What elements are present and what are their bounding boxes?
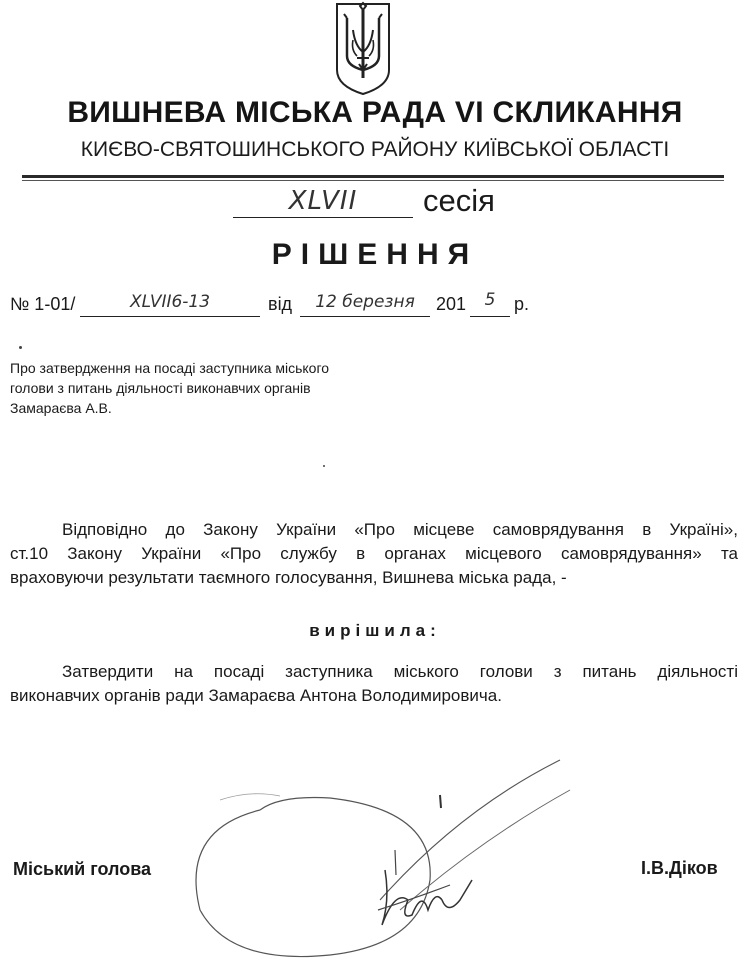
decision-number-prefix: № 1-01/ [10, 294, 76, 314]
header-rule-thick [22, 175, 724, 178]
session-underline [233, 217, 413, 218]
decision-title: РІШЕННЯ [271, 238, 479, 271]
resolution-line: виконавчих органів ради Замараєва Антона Володимировича. [10, 686, 502, 705]
decision-number-handwritten: XLVII6-13 [129, 292, 211, 312]
subject-line: Замараєва А.В. [10, 400, 112, 416]
preamble-paragraph [10, 518, 738, 590]
handwritten-signature [160, 750, 580, 963]
mayor-name: І.В.Діков [641, 858, 718, 878]
header-rule-thin [22, 180, 724, 181]
decision-number-underline [80, 316, 260, 317]
scan-speck [19, 346, 22, 349]
coat-of-arms-emblem [333, 0, 393, 96]
year-handwritten: 5 [484, 290, 496, 310]
scan-speck [323, 465, 325, 467]
council-name: ВИШНЕВА МІСЬКА РАДА VI СКЛИКАННЯ [67, 96, 683, 129]
year-suffix: р. [514, 294, 530, 314]
resolved-label: вирішила: [309, 621, 441, 640]
date-prefix: від [268, 294, 293, 314]
date-underline [300, 316, 430, 317]
year-prefix: 201 [436, 294, 467, 314]
preamble-line: Відповідно до Закону України «Про місцеве самоврядування в Україні», [62, 520, 738, 539]
date-handwritten: 12 березня [315, 292, 415, 312]
session-number-handwritten: XLVII [288, 186, 358, 216]
resolution-line: Затвердити на посаді заступника міського голови з питань діяльності [62, 662, 738, 681]
subject-line: Про затвердження на посаді заступника міського [10, 360, 330, 376]
preamble-line: ст.10 Закону України «Про службу в органах місцевого самоврядування» та [10, 544, 738, 563]
subject-line: голови з питань діяльності виконавчих органів [10, 380, 311, 396]
council-district: КИЄВО-СВЯТОШИНСЬКОГО РАЙОНУ КИЇВСЬКОЇ ОБЛАСТІ [80, 138, 670, 161]
session-label: сесія [423, 183, 495, 218]
mayor-title: Міський голова [13, 859, 152, 879]
decision-subject [10, 358, 410, 418]
year-underline [470, 316, 510, 317]
resolution-paragraph [10, 660, 738, 708]
preamble-line: враховуючи результати таємного голосування, Вишнева міська рада, - [10, 568, 567, 587]
